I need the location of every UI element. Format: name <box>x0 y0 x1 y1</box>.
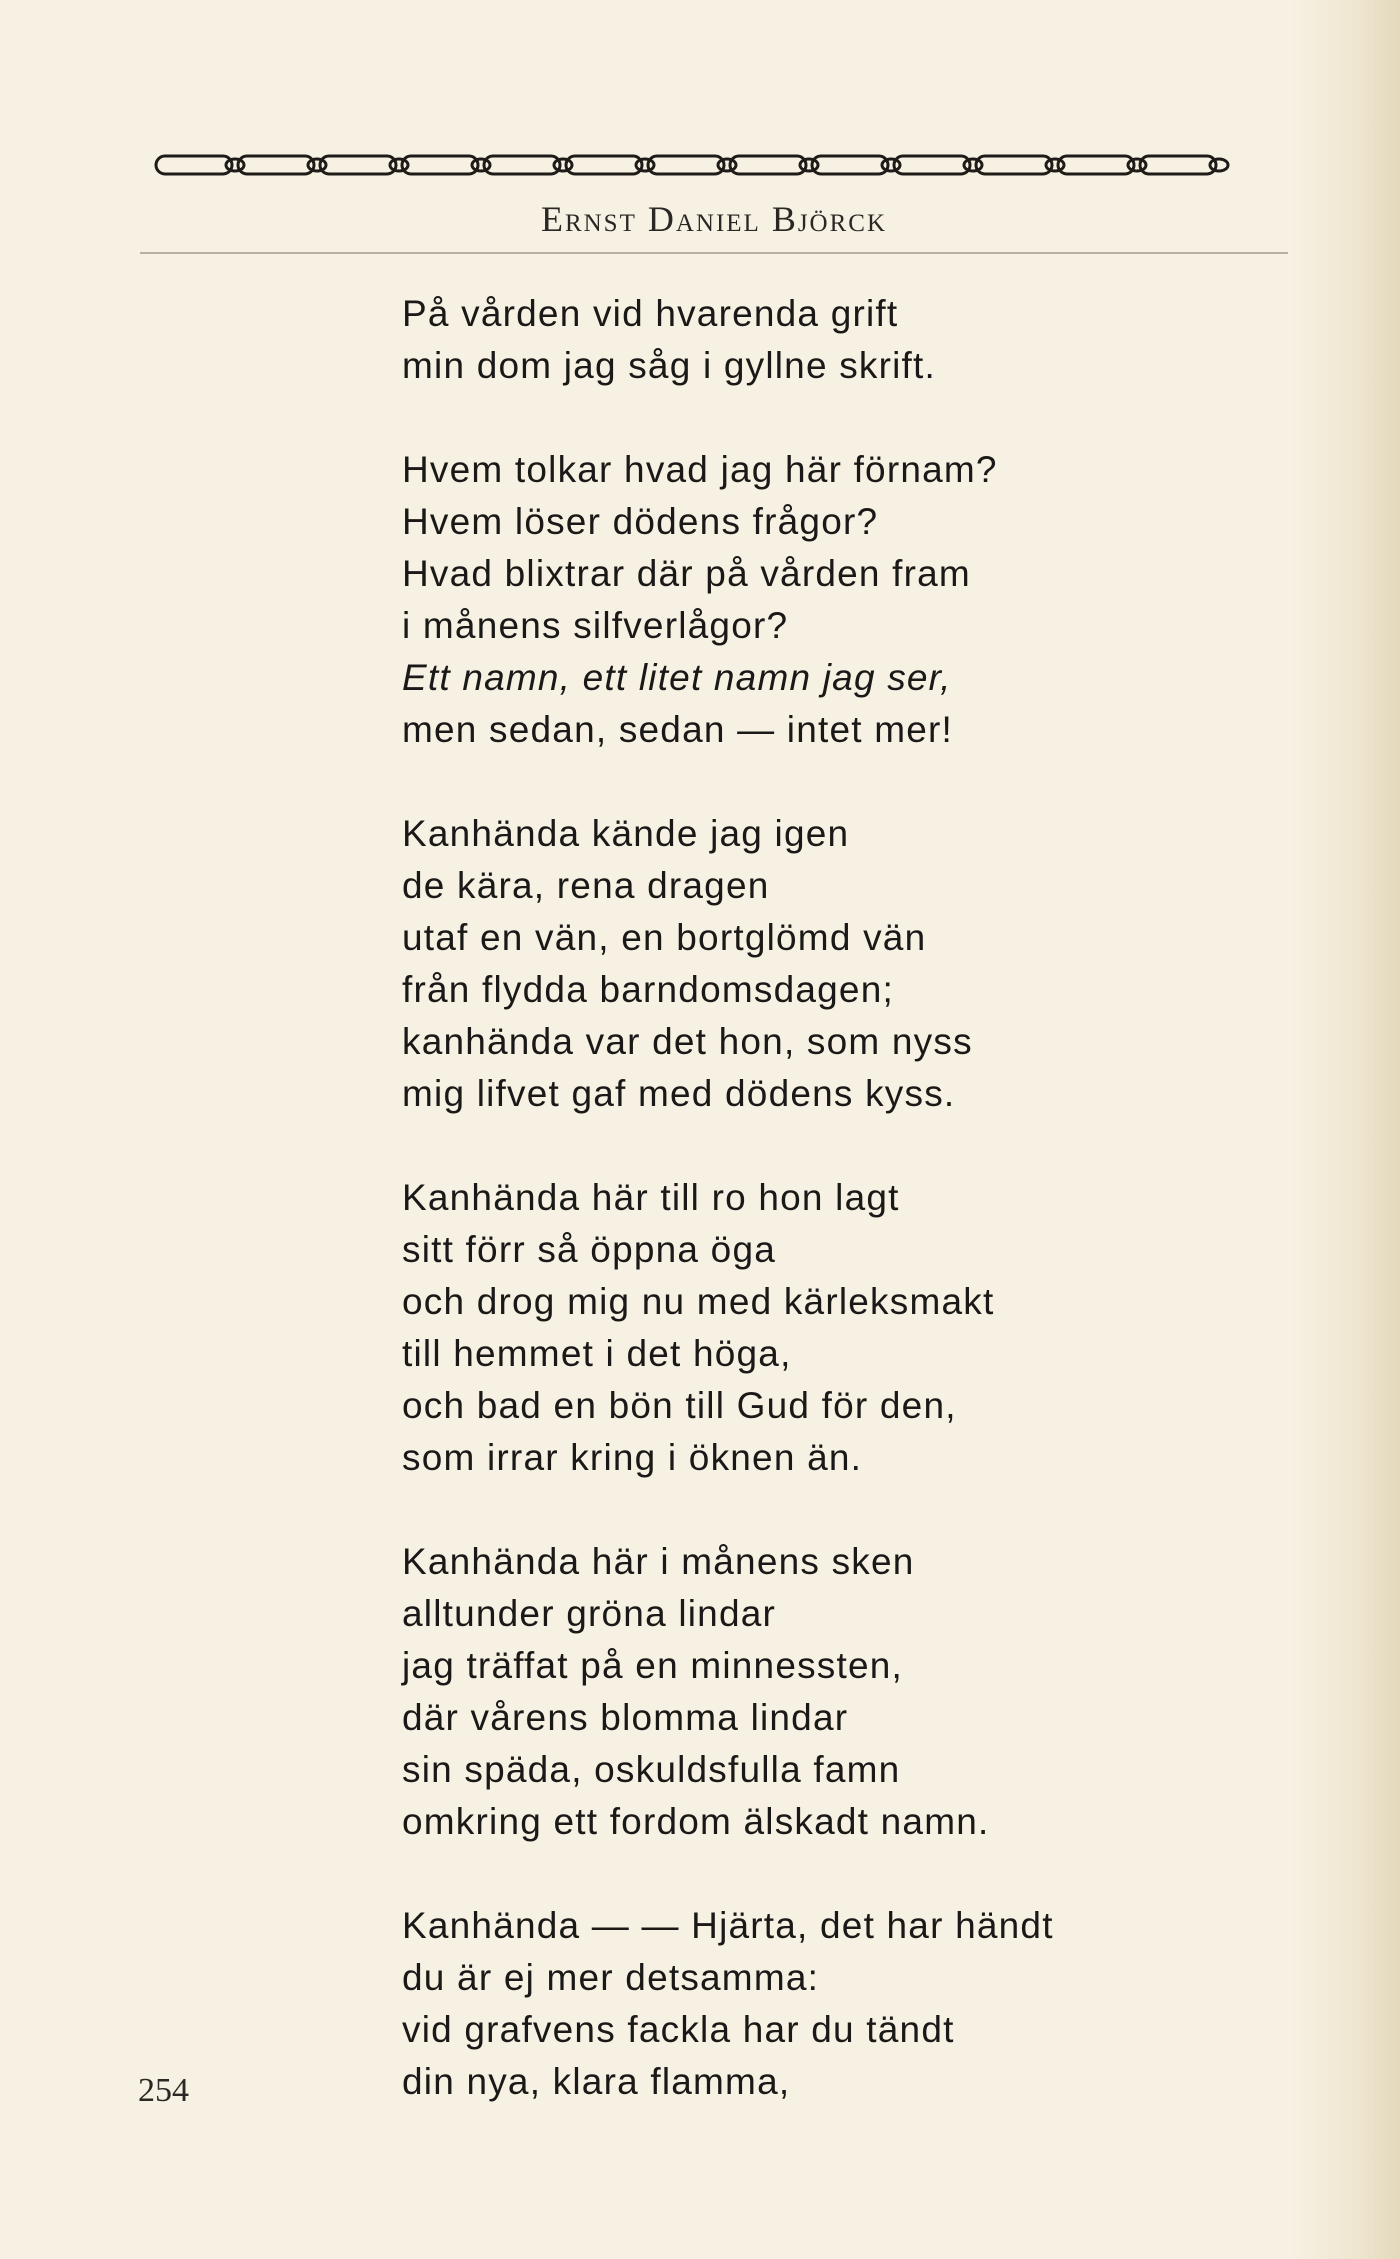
poem-line: du är ej mer detsamma: <box>402 1957 820 1998</box>
poem-line: Kanhända — — Hjärta, det har händt <box>402 1905 1054 1946</box>
poem-line: På vården vid hvarenda grift <box>402 293 899 334</box>
chain-ring <box>390 159 408 171</box>
poem-line: kanhända var det hon, som nyss <box>402 1021 973 1062</box>
chain-link <box>976 156 1052 174</box>
running-head: Ernst Daniel Björck <box>540 199 888 239</box>
poem-line: men sedan, sedan — intet mer! <box>402 709 954 750</box>
poem-line: jag träffat på en minnessten, <box>402 1645 904 1686</box>
poem-line: Hvem löser dödens frågor? <box>402 501 879 542</box>
poem-line: min dom jag såg i gyllne skrift. <box>402 345 936 386</box>
poem-line: sin späda, oskuldsfulla famn <box>402 1749 901 1790</box>
chain-ring <box>964 159 982 171</box>
chain-link <box>402 156 478 174</box>
poem-line: sitt förr så öppna öga <box>402 1229 776 1270</box>
chain-link <box>484 156 560 174</box>
chain-ring <box>226 159 244 171</box>
poem-line: utaf en vän, en bortglömd vän <box>402 917 927 958</box>
chain-ring <box>1128 159 1146 171</box>
poem-line: vid grafvens fackla har du tändt <box>402 2009 955 2050</box>
chain-link <box>238 156 314 174</box>
chain-ring <box>1046 159 1064 171</box>
poem-line: från flydda barndomsdagen; <box>402 969 894 1010</box>
poem-line: till hemmet i det höga, <box>402 1333 792 1374</box>
poem-line: de kära, rena dragen <box>402 865 770 906</box>
chain-link <box>648 156 724 174</box>
chain-ring <box>308 159 326 171</box>
chain-ring <box>554 159 572 171</box>
stanza <box>402 444 1302 756</box>
poem-line: Ett namn, ett litet namn jag ser, <box>402 657 952 698</box>
chain-ring <box>718 159 736 171</box>
header-rule <box>140 252 1288 254</box>
poem-line: Kanhända här till ro hon lagt <box>402 1177 900 1218</box>
poem-line: och drog mig nu med kärleksmakt <box>402 1281 995 1322</box>
chain-link <box>156 156 232 174</box>
chain-link <box>320 156 396 174</box>
chain-link <box>894 156 970 174</box>
stanza <box>402 288 1302 392</box>
chain-ring <box>882 159 900 171</box>
poem-line: Hvem tolkar hvad jag här förnam? <box>402 449 998 490</box>
chain-link <box>566 156 642 174</box>
chain-link <box>730 156 806 174</box>
poem-body <box>402 288 1302 2160</box>
chain-link <box>812 156 888 174</box>
chain-ring <box>800 159 818 171</box>
chain-link <box>1058 156 1134 174</box>
poem-line: mig lifvet gaf med dödens kyss. <box>402 1073 956 1114</box>
chain-ring <box>472 159 490 171</box>
poem-line: där vårens blomma lindar <box>402 1697 849 1738</box>
chain-ring <box>636 159 654 171</box>
poem-line: omkring ett fordom älskadt namn. <box>402 1801 990 1842</box>
poem-line: Kanhända kände jag igen <box>402 813 850 854</box>
page-edge-shadow <box>1290 0 1400 2259</box>
chain-ornament <box>152 150 1286 180</box>
stanza <box>402 1172 1302 1484</box>
stanza <box>402 1900 1302 2108</box>
poem-line: i månens silfverlågor? <box>402 605 789 646</box>
page-number: 254 <box>138 2072 189 2109</box>
poem-line: som irrar kring i öknen än. <box>402 1437 863 1478</box>
chain-link <box>1140 156 1216 174</box>
stanza <box>402 808 1302 1120</box>
poem-line: Kanhända här i månens sken <box>402 1541 915 1582</box>
poem-line: alltunder gröna lindar <box>402 1593 777 1634</box>
poem-line: Hvad blixtrar där på vården fram <box>402 553 971 594</box>
poem-line: din nya, klara flamma, <box>402 2061 791 2102</box>
poem-line: och bad en bön till Gud för den, <box>402 1385 957 1426</box>
stanza <box>402 1536 1302 1848</box>
chain-ring <box>1210 159 1228 171</box>
